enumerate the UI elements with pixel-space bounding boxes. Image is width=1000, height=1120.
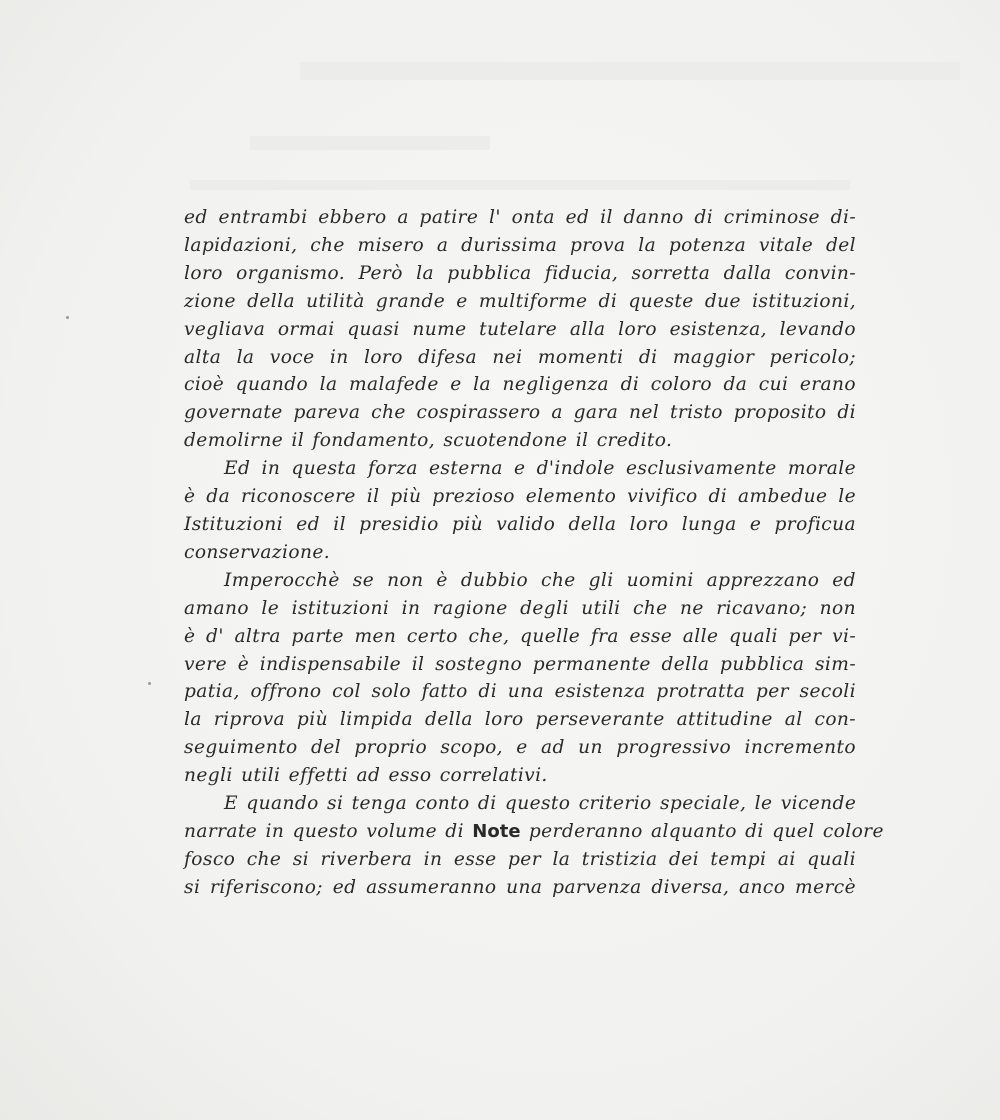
text-line: zione della utilità grande e multiforme di queste due istituzioni, xyxy=(184,290,856,312)
bleed-through-mark xyxy=(190,180,850,190)
text-line: ed entrambi ebbero a patire l' onta ed il danno di criminose di- xyxy=(184,207,856,228)
text-segment: narrate in questo volume di xyxy=(184,820,473,842)
text-line: negli utili effetti ad esso correlativi. xyxy=(184,765,548,787)
text-line: governate pareva che cospirassero a gara nel tristo proposito di xyxy=(184,402,856,424)
body-text xyxy=(184,204,884,902)
text-line: patia, offrono col solo fatto di una esistenza protratta per secoli xyxy=(184,681,856,703)
text-line: conservazione. xyxy=(184,541,331,563)
bleed-through-mark xyxy=(250,136,490,150)
text-line: vere è indispensabile il sostegno permanente della pubblica sim- xyxy=(184,653,856,675)
text-line: si riferiscono; ed assumeranno una parvenza diversa, anco mercè xyxy=(184,876,856,898)
text-segment: perderanno alquanto di quel colore xyxy=(520,820,884,842)
text-line: cioè quando la malafede e la negligenza di coloro da cui erano xyxy=(184,374,856,396)
text-line: la riprova più limpida della loro perseverante attitudine al con- xyxy=(184,709,856,731)
text-line: amano le istituzioni in ragione degli utili che ne ricavano; non xyxy=(184,597,856,619)
text-line: demolirne il fondamento, scuotendone il credito. xyxy=(184,430,673,452)
note-word: Note xyxy=(472,820,521,842)
text-line: alta la voce in loro difesa nei momenti di maggior pericolo; xyxy=(184,346,856,368)
paper-speck xyxy=(148,682,151,685)
bleed-through-mark xyxy=(300,62,960,80)
text-line: seguimento del proprio scopo, e ad un progressivo incremento xyxy=(184,737,856,759)
text-line: fosco che si riverbera in esse per la tristizia dei tempi ai quali xyxy=(184,848,856,870)
text-line: Imperocchè se non è dubbio che gli uomini apprezzano ed xyxy=(224,569,856,591)
paper-speck xyxy=(66,316,69,319)
text-line: Istituzioni ed il presidio più valido della loro lunga e proficua xyxy=(184,513,856,535)
text-line: Ed in questa forza esterna e d'indole esclusivamente morale xyxy=(224,458,856,480)
text-line: lapidazioni, che misero a durissima prova la potenza vitale del xyxy=(184,234,856,256)
text-line xyxy=(184,818,884,846)
text-line: è da riconoscere il più prezioso elemento vivifico di ambedue le xyxy=(184,486,856,508)
text-line: loro organismo. Però la pubblica fiducia, sorretta dalla convin- xyxy=(184,262,856,284)
text-line: è d' altra parte men certo che, quelle fra esse alle quali per vi- xyxy=(184,625,856,647)
text-line: E quando si tenga conto di questo criterio speciale, le vicende xyxy=(224,793,857,815)
text-line: vegliava ormai quasi nume tutelare alla loro esistenza, levando xyxy=(184,318,856,340)
